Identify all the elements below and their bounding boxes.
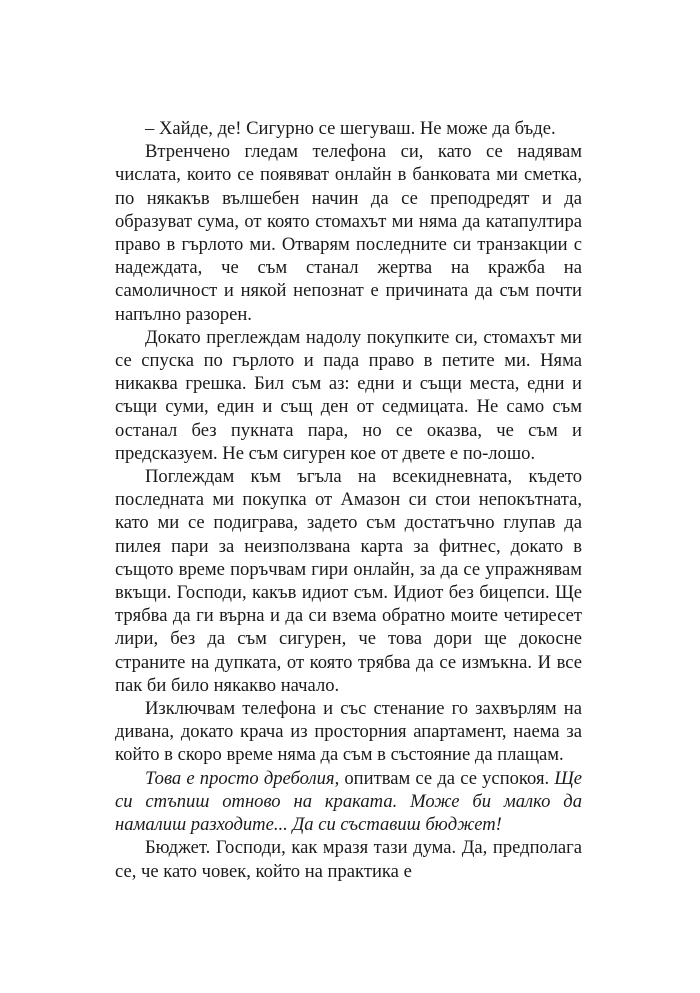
paragraph: Изключвам телефона и със стенание го захвърлям на дивана, докато крача из просторния апартамент, наема за който в скоро време няма да съм в състояние да плащам. bbox=[115, 698, 582, 766]
paragraph: Поглеждам към ъгъла на всекидневната, където последната ми покупка от Амазон си стои непокътната, като ми се подиграва, задето съм достатъчно глупав да пилея пари за неизползвана карта за фитнес, докато в същото време поръчвам гири онлайн, за да се упражнявам вкъщи. Господи, какъв идиот съм. Идиот без бицепси. Ще трябва да ги върна и да си взема обратно моите четиресет лири, без да съм сигурен, че това дори ще докосне страните на дупката, от която трябва да се измъкна. И все пак би било някакво начало. bbox=[115, 466, 582, 696]
narration-part: , опитвам се да се успокоя. bbox=[334, 767, 555, 789]
paragraph: Бюджет. Господи, как мразя тази дума. Да, предполага се, че като човек, който на практика е bbox=[115, 837, 582, 882]
italic-thought-paragraph bbox=[115, 767, 582, 837]
italic-thought-part: Ще си стъпиш отново на краката. Може би малко да намалиш разходите... Да си съставиш бюджет! bbox=[115, 767, 582, 836]
paragraph: Докато преглеждам надолу покупките си, стомахът ми се спуска по гърлото и пада право в петите ми. Няма никаква грешка. Бил съм аз: едни и същи места, едни и същи суми, един и същ ден от седмицата. Не само съм останал без пукната пара, но се оказва, че съм и предсказуем. Не съм сигурен кое от двете е по-лошо. bbox=[115, 326, 582, 464]
paragraph: – Хайде, де! Сигурно се шегуваш. Не може да бъде. bbox=[145, 118, 556, 139]
paragraph: Втренчено гледам телефона си, като се надявам числата, които се появяват онлайн в банковата ми сметка, по някакъв вълшебен начин да се преподредят и да образуват сума, от която стомахът ми няма да катапултира право в гърлото ми. Отварям последните си транзакции с надеждата, че съм станал жертва на кражба на самоличност и някой непознат е причината да съм почти напълно разорен. bbox=[115, 141, 582, 325]
italic-thought-part: Това е просто дреболия bbox=[145, 767, 335, 789]
body-text bbox=[115, 117, 582, 883]
